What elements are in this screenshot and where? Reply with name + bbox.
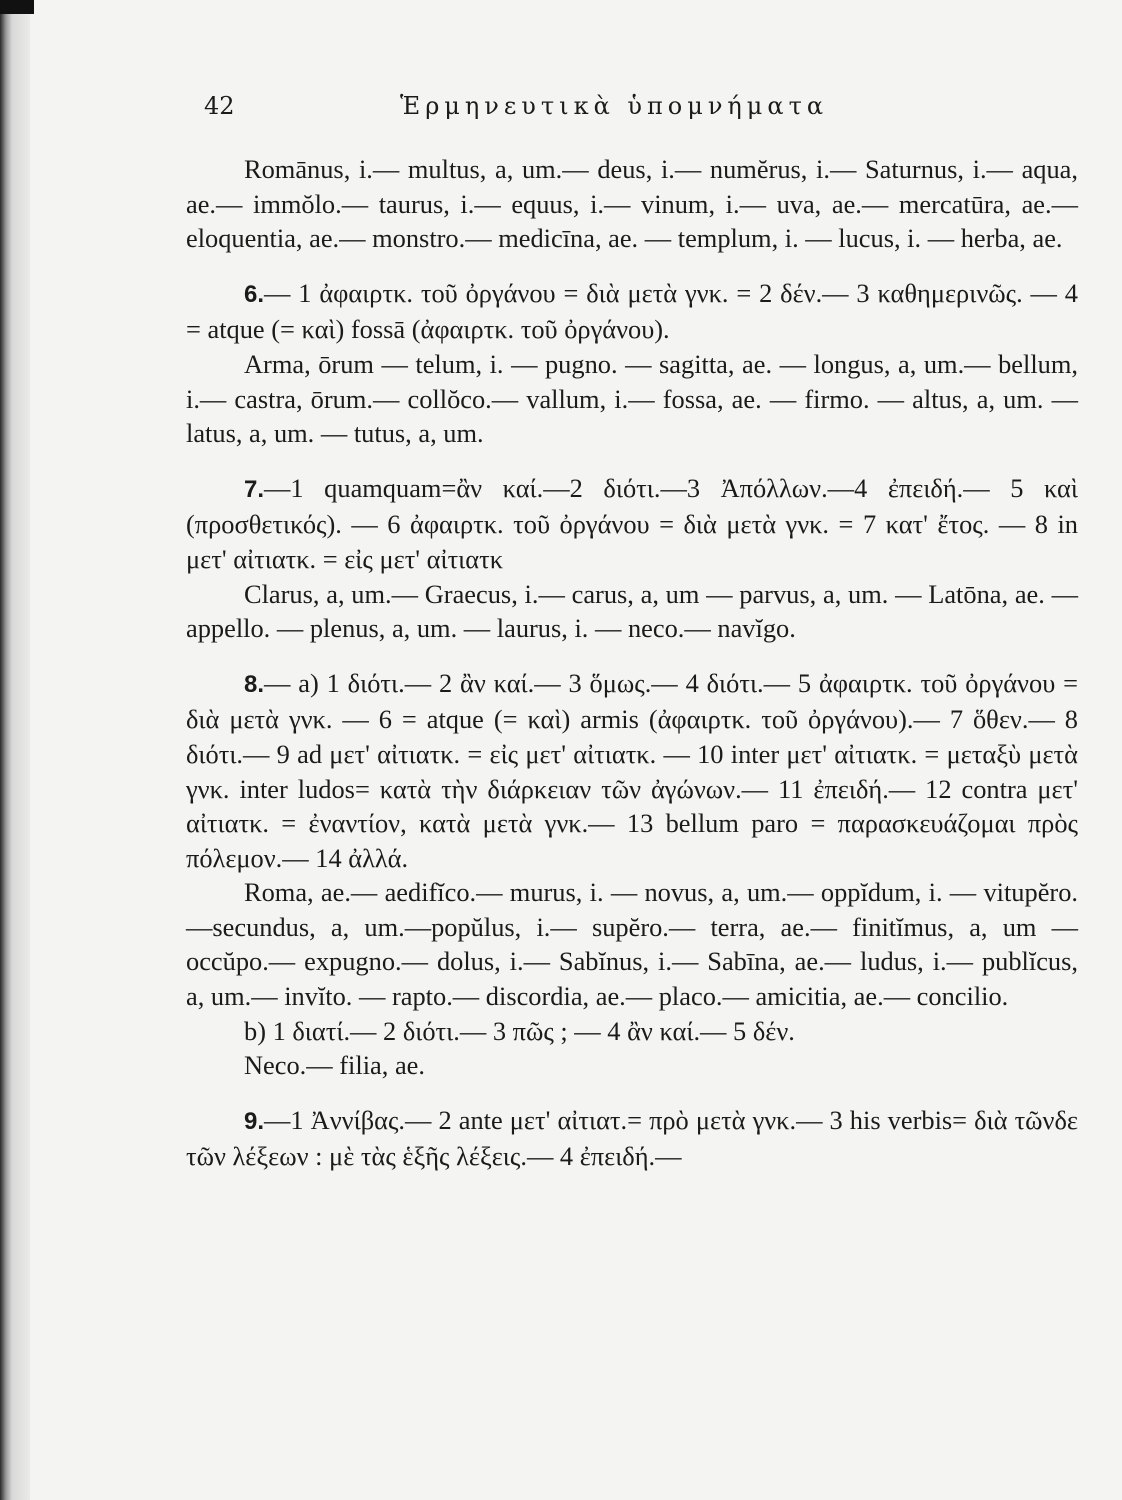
- paragraph-text: — a) 1 διότι.— 2 ἂν καί.— 3 ὅμως.— 4 διότι.— 5 ἀφαιρτκ. τοῦ ὀργάνου = διὰ μετὰ γνκ. — 6 = atque (= καὶ) armis (ἀφαιρτκ. τοῦ ὀργάνου).— 7 ὅθεν.— 8 διότι.— 9 ad μετ' αἰτιατκ. = εἰς μετ' αἰτιατκ. — 10 inter μετ' αἰτιατκ. = μεταξὺ μετὰ γνκ. inter ludos= κατὰ τὴν διάρκειαν τῶν ἀγώνων.— 11 ἐπειδή.— 12 contra μετ' αἰτιατκ. = ἐναντίον, κατὰ μετὰ γνκ.— 13 bellum paro = παρασκευάζομαι πρὸς πόλεμον.— 14 ἀλλά.: [186, 667, 1078, 873]
- page-number: 42: [204, 92, 235, 120]
- book-page: [186, 86, 1078, 1446]
- paragraph-text: Arma, ōrum — telum, i. — pugno. — sagitta, ae. — longus, a, um.— bellum, i.— castra, ōrum.— collŏco.— vallum, i.— fossa, ae. — firmo. — altus, a, um. — latus, a, um. — tutus, a, um.: [186, 348, 1078, 449]
- page-header: [186, 86, 1078, 126]
- exercise-8b-notes: [186, 1014, 1078, 1049]
- exercise-number: 6.: [244, 280, 265, 308]
- paragraph-text: Roma, ae.— aedifĭco.— murus, i. — novus, a, um.— oppĭdum, i. — vitupĕro.—secundus, a, um.—popŭlus, i.— supĕro.— terra, ae.— finitĭmus, a, um — occŭpo.— expugno.— dolus, i.— Sabĭnus, i.— Sabīna, ae.— ludus, i.— publĭcus, a, um.— invĭto. — rapto.— discordia, ae.— placo.— amicitia, ae.— concilio.: [186, 877, 1078, 1012]
- page-body: [186, 152, 1078, 1174]
- paragraph-text: b) 1 διατί.— 2 διότι.— 3 πῶς ; — 4 ἂν καί.— 5 δέν.: [244, 1015, 795, 1046]
- page-corner-mark: [0, 0, 34, 14]
- exercise-8-notes: [186, 666, 1078, 876]
- exercise-6-notes: [186, 276, 1078, 347]
- paragraph-text: Romānus, i.— multus, a, um.— deus, i.— numĕrus, i.— Saturnus, i.— aqua, ae.— immŏlo.— taurus, i.— equus, i.— vinum, i.— uva, ae.— mercatūra, ae.— eloquentia, ae.— monstro.— medicīna, ae. — templum, i. — lucus, i. — herba, ae.: [186, 154, 1078, 254]
- paragraph-text: Neco.— filia, ae.: [244, 1050, 425, 1081]
- vocabulary-list-7: [186, 577, 1078, 646]
- vocabulary-list-8b: [186, 1048, 1078, 1083]
- exercise-number: 7.: [244, 475, 265, 503]
- exercise-9-notes: [186, 1103, 1078, 1174]
- running-title: Ἑρμηνευτικὰ ὑπομνήματα: [400, 92, 829, 120]
- paragraph-text: —1 Ἀννίβας.— 2 ante μετ' αἰτιατ.= πρὸ μετὰ γνκ.— 3 his verbis= διὰ τῶνδε τῶν λέξεων : μὲ τὰς ἑξῆς λέξεις.— 4 ἐπειδή.—: [186, 1104, 1078, 1172]
- vocabulary-list-5: [186, 152, 1078, 256]
- paragraph-text: —1 quamquam=ἂν καί.—2 διότι.—3 Ἀπόλλων.—4 ἐπειδή.— 5 καὶ (προσθετικός). — 6 ἀφαιρτκ. τοῦ ὀργάνου = διὰ μετὰ γνκ. = 7 κατ' ἔτος. — 8 in μετ' αἰτιατκ. = εἰς μετ' αἰτιατκ: [186, 472, 1078, 574]
- paragraph-text: — 1 ἀφαιρτκ. τοῦ ὀργάνου = διὰ μετὰ γνκ. = 2 δέν.— 3 καθημερινῶς. — 4 = atque (= καὶ) fossā (ἀφαιρτκ. τοῦ ὀργάνου).: [186, 277, 1078, 345]
- exercise-number: 9.: [244, 1107, 265, 1135]
- paragraph-text: Clarus, a, um.— Graecus, i.— carus, a, um — parvus, a, um. — Latōna, ae. — appello. — plenus, a, um. — laurus, i. — neco.— navĭgo.: [186, 578, 1078, 644]
- vocabulary-list-8a: [186, 875, 1078, 1013]
- page-edge-shadow: [0, 0, 30, 1500]
- exercise-number: 8.: [244, 670, 265, 698]
- vocabulary-list-6: [186, 347, 1078, 451]
- exercise-7-notes: [186, 471, 1078, 577]
